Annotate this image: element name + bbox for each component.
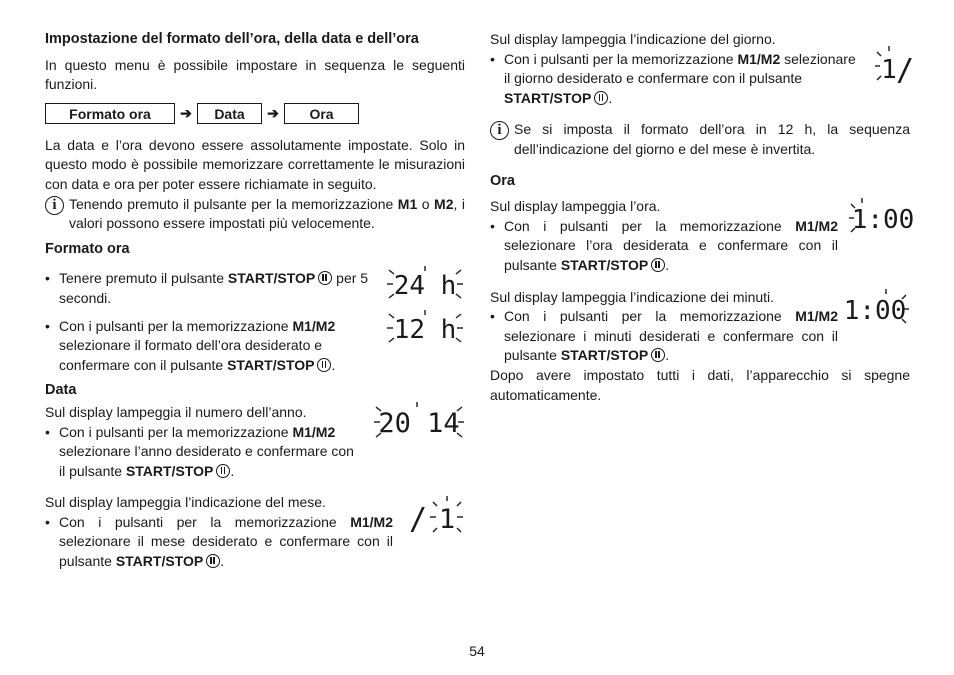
giorno-text: Sul display lampeggia l’indicazione del giorno. — [490, 31, 776, 47]
giorno-step — [490, 30, 915, 108]
blink-rays-icon — [385, 265, 465, 303]
list-item: • Con i pulsanti per la memorizzazione M1/M2 selezionare l’ora desiderata e confermare con il pulsante START/STOP . — [490, 217, 838, 276]
lcd-text: 1 — [438, 504, 456, 536]
list-item: • Con i pulsanti per la memorizzazione M1/M2 selezionare i minuti desiderati e confermare con il pulsante START/STOP . — [490, 307, 838, 366]
list-item: • Con i pulsanti per la memorizzazione M1/M2 selezionare il formato dell’ora desiderato e confermare con il pulsante START/STOP . — [45, 317, 375, 376]
ora-step — [490, 197, 915, 275]
sequence-flow — [45, 102, 465, 126]
blink-rays-icon — [403, 493, 465, 539]
lcd-display-24h — [385, 265, 465, 303]
lcd-display-minutes — [843, 288, 910, 330]
info-note: i Tenendo premuto il pulsante per la memorizzazione M1 o M2, i valori possono essere impostati più velocemente. — [45, 195, 465, 234]
info-icon: i — [490, 121, 509, 140]
arrow-right-icon: ➔ — [267, 104, 279, 121]
heading-ora: Ora — [490, 172, 515, 189]
lcd-separator: / — [896, 53, 915, 88]
start-stop-icon — [318, 271, 332, 285]
info-text: Se si imposta il formato dell’ora in 12 h, la sequenza dell’indicazione del giorno e del mese è invertita. — [514, 121, 910, 157]
start-stop-icon — [317, 358, 331, 372]
lcd-text: 20 14 — [378, 407, 460, 439]
minuti-step — [490, 288, 910, 366]
info-icon: i — [45, 196, 64, 215]
final-text: Dopo avere impostato tutti i dati, l’apparecchio si spegne automaticamente. — [490, 366, 910, 403]
start-stop-icon — [651, 258, 665, 272]
lcd-text: 1:00 — [843, 295, 907, 326]
formato-step-2 — [45, 309, 465, 376]
intro-text: In questo menu è possibile impostare in sequenza le seguenti funzioni. — [45, 56, 465, 93]
blink-rays-icon — [373, 401, 465, 443]
list-item: • Con i pulsanti per la memorizzazione M1/M2 selezionare l’anno desiderato e confermare con il pulsante START/STOP . — [45, 423, 363, 482]
heading-formato-ora: Formato ora — [45, 240, 130, 257]
left-column — [45, 30, 465, 572]
start-stop-icon — [206, 554, 220, 568]
list-item: • Tenere premuto il pulsante START/STOP per 5 secondi. — [45, 269, 375, 308]
lcd-text: 12 h — [393, 314, 457, 345]
data-text: Sul display lampeggia il numero dell’anno. — [45, 403, 307, 420]
lcd-display-12h — [385, 309, 465, 347]
lcd-separator: / — [409, 502, 428, 538]
blink-rays-icon — [843, 288, 910, 330]
list-item: • Con i pulsanti per la memorizzazione M1/M2 selezionare il giorno desiderato e confermare con il pulsante START/STOP . — [490, 50, 864, 109]
start-stop-icon — [594, 91, 608, 105]
page-number: 54 — [469, 643, 485, 659]
list-item: • Con i pulsanti per la memorizzazione M1/M2 selezionare il mese desiderato e confermare con il pulsante START/STOP . — [45, 513, 393, 572]
blink-rays-icon — [848, 197, 915, 239]
lcd-display-year — [373, 401, 465, 443]
lcd-text: 1 — [881, 55, 897, 85]
lcd-display-day — [874, 44, 915, 88]
flow-step-formato-ora: Formato ora — [45, 103, 175, 124]
lcd-text: 1:00 — [851, 205, 915, 236]
right-column — [490, 30, 915, 405]
important-note: La data e l’ora devono essere assolutamente impostate. Solo in questo modo è possibile memorizzare correttamente le misurazioni con data e ora per poter essere richiamate in seguito. — [45, 136, 465, 192]
formato-step-1 — [45, 265, 465, 308]
section-title: Impostazione del formato dell’ora, della data e dell’ora — [45, 31, 419, 47]
info-note — [490, 120, 910, 159]
lcd-display-month — [403, 493, 465, 539]
mese-text: Sul display lampeggia l’indicazione del mese. — [45, 494, 326, 511]
start-stop-icon — [651, 348, 665, 362]
minuti-text: Sul display lampeggia l’indicazione dei minuti. — [490, 288, 775, 305]
data-step — [45, 401, 465, 481]
start-stop-icon — [216, 464, 230, 478]
blink-rays-icon — [874, 44, 915, 88]
lcd-display-hour — [848, 197, 915, 239]
heading-data: Data — [45, 382, 77, 399]
mese-step — [45, 493, 465, 571]
flow-step-data: Data — [197, 103, 262, 124]
arrow-right-icon: ➔ — [180, 104, 192, 121]
lcd-text: 24 h — [393, 271, 457, 302]
ora-text: Sul display lampeggia l’ora. — [490, 198, 661, 215]
flow-step-ora: Ora — [284, 103, 359, 124]
blink-rays-icon — [385, 309, 465, 347]
